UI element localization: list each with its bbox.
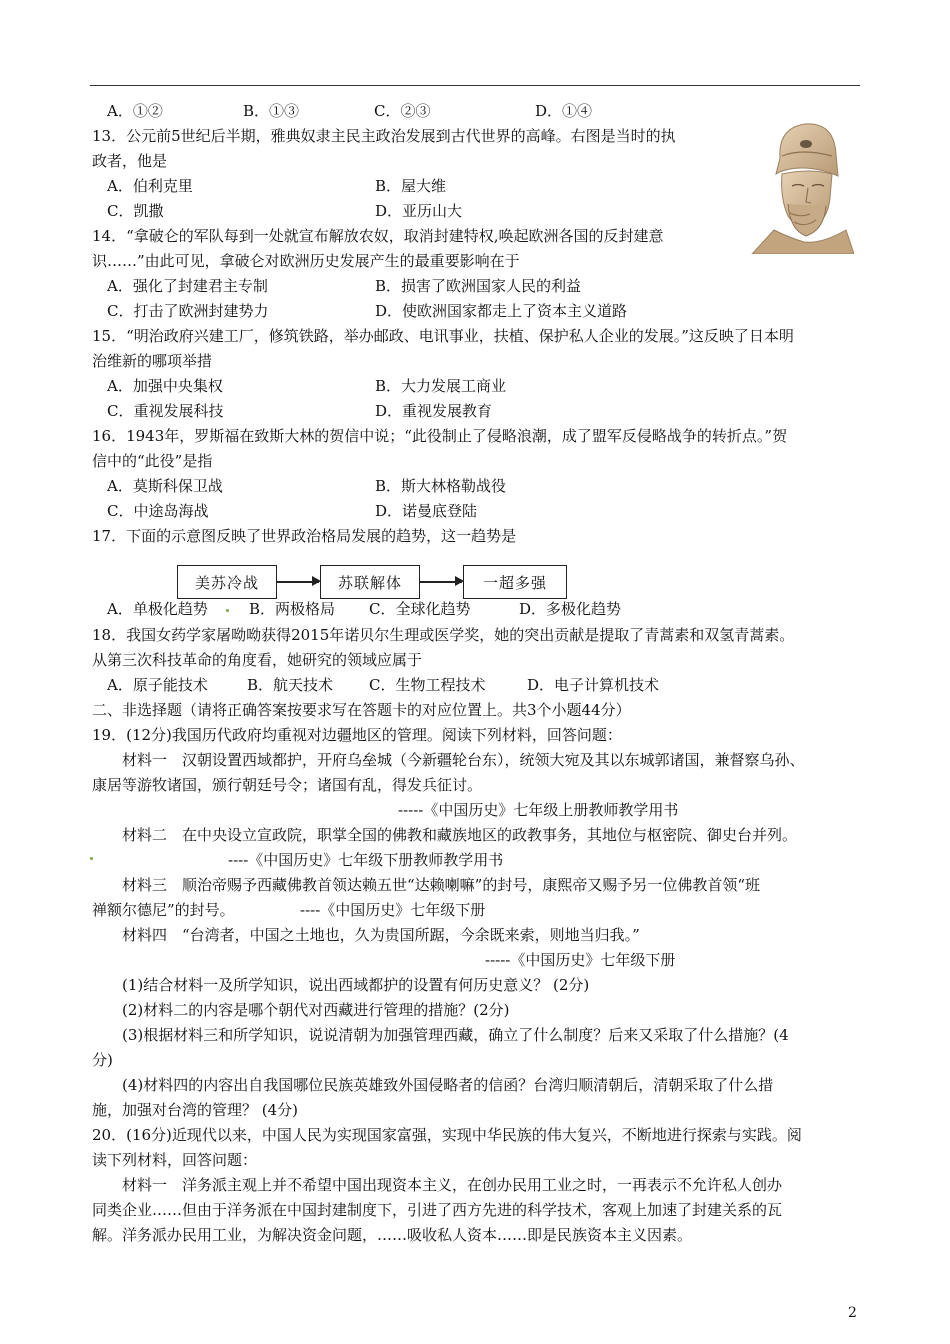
- q14-option-b: B．损害了欧洲国家人民的利益: [375, 277, 582, 295]
- q16-option-c: C．中途岛海战: [107, 502, 209, 520]
- q13-option-a: A．伯利克里: [107, 177, 193, 195]
- q19-material2-source: ----《中国历史》七年级下册教师教学用书: [228, 851, 504, 869]
- q16-option-a: A．莫斯科保卫战: [107, 477, 223, 495]
- q15-option-b: B．大力发展工商业: [375, 377, 507, 395]
- q15-stem-line2: 治维新的哪项举措: [92, 352, 213, 370]
- q18-options: [107, 675, 807, 695]
- q17-stem: 17．下面的示意图反映了世界政治格局发展的趋势，这一趋势是: [92, 527, 517, 545]
- q14-option-c: C．打击了欧洲封建势力: [107, 302, 269, 320]
- q19-material3-line1: 材料三 顺治帝赐予西藏佛教首领达赖五世“达赖喇嘛”的封号，康熙帝又赐予另一位佛教首领“班: [122, 876, 761, 894]
- stray-dot: [90, 857, 93, 860]
- q15-option-d: D．重视发展教育: [375, 402, 493, 420]
- q13-stem-line1: 13．公元前5世纪后半期，雅典奴隶主民主政治发展到古代世界的高峰。右图是当时的执: [92, 127, 676, 145]
- q12-option-a: A．①②: [107, 102, 163, 120]
- flow-box-one-superpower: 一超多强: [463, 565, 567, 599]
- q13-option-c: C．凯撒: [107, 202, 164, 220]
- q18-stem-line2: 从第三次科技革命的角度看，她研究的领域应属于: [92, 651, 423, 669]
- q18-option-c: C．生物工程技术: [369, 676, 486, 694]
- q19-material3-line2: 禅额尔德尼”的封号。: [92, 901, 235, 919]
- q14-option-d: D．使欧洲国家都走上了资本主义道路: [375, 302, 628, 320]
- q18-option-a: A．原子能技术: [107, 676, 208, 694]
- stray-dot: [226, 609, 229, 612]
- q19-material3-source: ----《中国历史》七年级下册: [300, 901, 486, 919]
- q16-stem-line2: 信中的“此役”是指: [92, 452, 213, 470]
- q16-option-d: D．诺曼底登陆: [375, 502, 478, 520]
- header-rule: [90, 85, 860, 86]
- q19-stem: 19．(12分)我国历代政府均重视对边疆地区的管理。阅读下列材料，回答问题：: [92, 726, 622, 744]
- q16-option-b: B．斯大林格勒战役: [375, 477, 507, 495]
- q19-subquestion-3-line1: (3)根据材料三和所学知识，说说清朝为加强管理西藏，确立了什么制度？后来又采取了什么措施？(4: [122, 1026, 789, 1044]
- q14-stem-line2: 识……”由此可见，拿破仑对欧洲历史发展产生的最重要影响在于: [92, 252, 520, 270]
- q19-material4-source: -----《中国历史》七年级下册: [485, 951, 676, 969]
- q19-material4-line1: 材料四 “台湾者，中国之土地也，久为贵国所踞，今余既来索，则地当归我。”: [122, 926, 640, 944]
- q12-option-c: C．②③: [374, 102, 431, 120]
- q19-material1-line2: 康居等游牧诸国，颁行朝廷号令；诸国有乱，得发兵征讨。: [92, 776, 483, 794]
- q20-material1-line2: 同类企业……但由于洋务派在中国封建制度下，引进了西方先进的科学技术，客观上加速了封建关系的瓦: [92, 1201, 783, 1219]
- pericles-bust-image: [750, 118, 854, 254]
- q13-option-b: B．屋大维: [375, 177, 447, 195]
- q19-subquestion-3-line2: 分): [92, 1051, 113, 1069]
- q13-stem-line2: 政者，他是: [92, 152, 168, 170]
- flow-box-soviet-collapse: 苏联解体: [320, 565, 420, 599]
- q19-subquestion-4-line1: (4)材料四的内容出自我国哪位民族英雄致外国侵略者的信函？台湾归顺清朝后，清朝采取了什么措: [122, 1076, 774, 1094]
- page-number: 2: [848, 1305, 857, 1321]
- q12-options: [107, 101, 807, 121]
- flow-arrow-1: [277, 581, 319, 583]
- flow-box-cold-war: 美苏冷战: [177, 565, 277, 599]
- q15-stem-line1: 15．“明治政府兴建工厂，修筑铁路，举办邮政、电讯事业，扶植、保护私人企业的发展。”这反映了日本明: [92, 327, 794, 345]
- q20-material1-line3: 解。洋务派办民用工业，为解决资金问题，……吸收私人资本……即是民族资本主义因素。: [92, 1226, 693, 1244]
- q17-option-a: A．单极化趋势: [107, 600, 208, 618]
- q13-option-d: D．亚历山大: [375, 202, 463, 220]
- q19-subquestion-4-line2: 施，加强对台湾的管理？ (4分): [92, 1101, 299, 1119]
- q18-option-d: D．电子计算机技术: [527, 676, 660, 694]
- q19-material2-line1: 材料二 在中央设立宣政院，职掌全国的佛教和藏族地区的政教事务，其地位与枢密院、御史台并列。: [122, 826, 798, 844]
- q17-option-c: C．全球化趋势: [369, 600, 471, 618]
- section-two-heading: 二、非选择题（请将正确答案按要求写在答题卡的对应位置上。共3个小题44分）: [92, 701, 631, 719]
- q20-stem-line2: 读下列材料，回答问题：: [92, 1151, 258, 1169]
- q12-option-b: B．①③: [243, 102, 300, 120]
- q18-stem-line1: 18．我国女药学家屠呦呦获得2015年诺贝尔生理或医学奖，她的突出贡献是提取了青蒿素和双氢青蒿素。: [92, 626, 795, 644]
- q17-option-b: B．两极格局: [249, 600, 336, 618]
- q15-option-a: A．加强中央集权: [107, 377, 223, 395]
- q14-option-a: A．强化了封建君主专制: [107, 277, 268, 295]
- q19-subquestion-1: (1)结合材料一及所学知识，说出西域都护的设置有何历史意义？ (2分): [122, 976, 590, 994]
- flow-arrow-2: [420, 581, 462, 583]
- q18-option-b: B．航天技术: [247, 676, 334, 694]
- q20-material1-line1: 材料一 洋务派主观上并不希望中国出现资本主义，在创办民用工业之时，一再表示不允许私人创办: [122, 1176, 783, 1194]
- q19-material1-line1: 材料一 汉朝设置西域都护，开府乌垒城（今新疆轮台东），统领大宛及其以东城郭诸国，兼督察乌孙、: [122, 751, 805, 769]
- q19-material1-source: -----《中国历史》七年级上册教师教学用书: [398, 801, 679, 819]
- q14-stem-line1: 14．“拿破仑的军队每到一处就宣布解放农奴，取消封建特权,唤起欧洲各国的反封建意: [92, 227, 664, 245]
- q19-subquestion-2: (2)材料二的内容是哪个朝代对西藏进行管理的措施？(2分): [122, 1001, 510, 1019]
- q20-stem-line1: 20．(16分)近现代以来，中国人民为实现国家富强，实现中华民族的伟大复兴，不断地进行探索与实践。阅: [92, 1126, 802, 1144]
- q17-options: [107, 599, 807, 619]
- q17-option-d: D．多极化趋势: [519, 600, 622, 618]
- q12-option-d: D．①④: [535, 102, 593, 120]
- q16-stem-line1: 16．1943年，罗斯福在致斯大林的贺信中说；“此役制止了侵略浪潮，成了盟军反侵略战争的转折点。”贺: [92, 427, 788, 445]
- q15-option-c: C．重视发展科技: [107, 402, 224, 420]
